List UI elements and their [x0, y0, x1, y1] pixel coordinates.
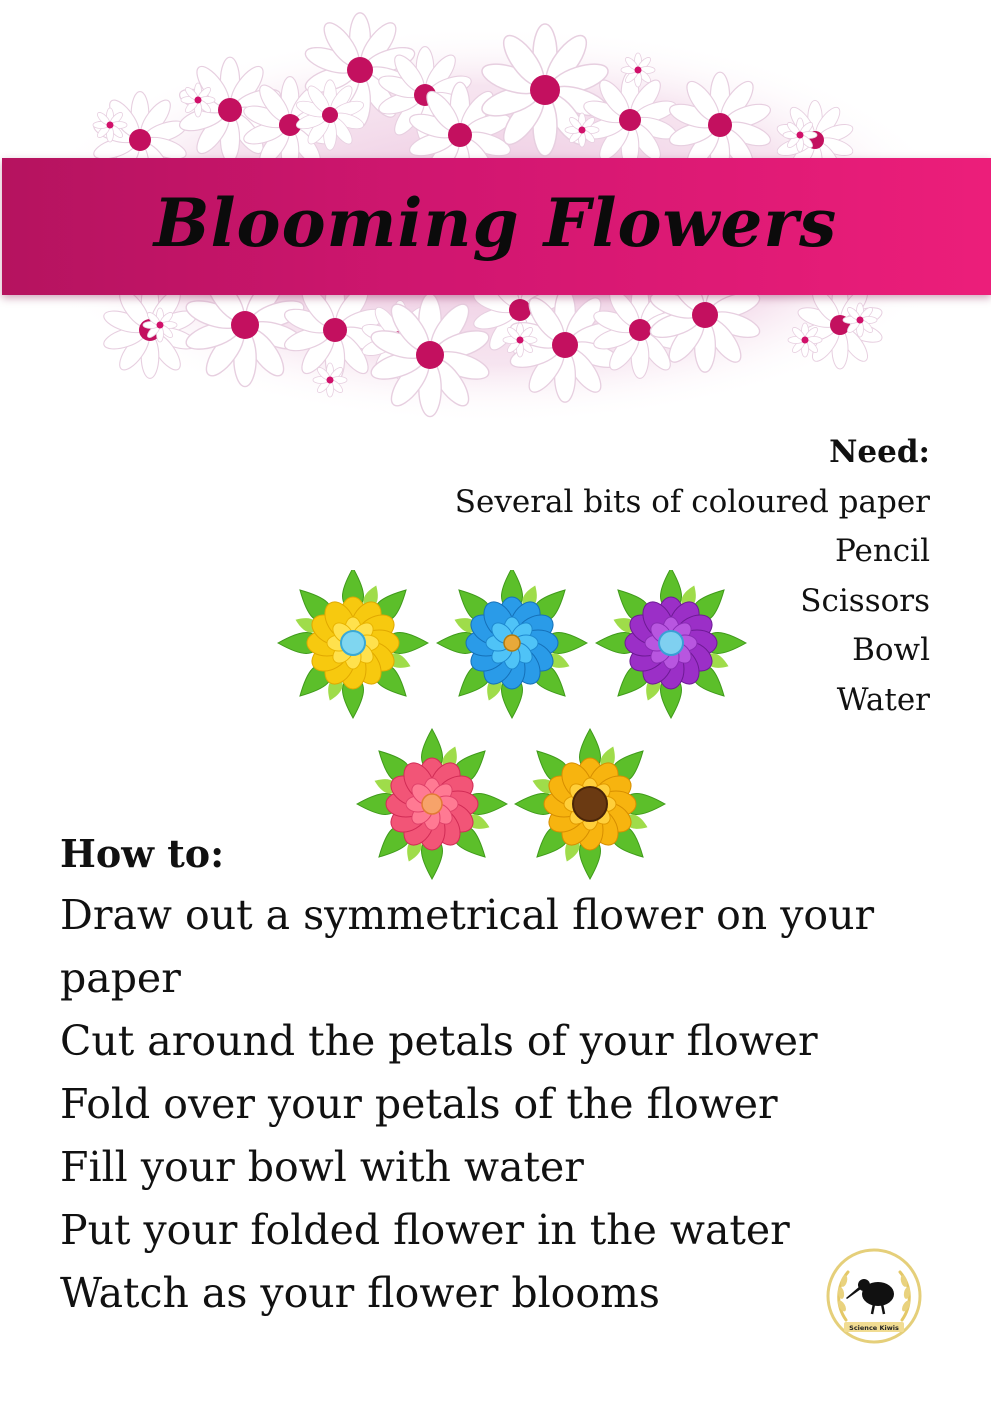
flower-illustrations: [270, 570, 760, 880]
material-item: Pencil: [835, 533, 930, 569]
material-item: Water: [836, 681, 930, 718]
yellow-flower-icon: [278, 570, 428, 718]
sunflower-icon: [515, 729, 665, 879]
instruction-step: Fold over your petals of the flower: [60, 1080, 778, 1128]
instruction-step: Draw out a symmetrical flower on your paper: [60, 891, 875, 1002]
instruction-steps: [60, 884, 920, 1325]
material-item: Scissors: [800, 582, 930, 619]
material-item: Bowl: [852, 632, 930, 668]
material-item: Several bits of coloured paper: [454, 483, 930, 520]
pink-flower-icon: [357, 729, 507, 879]
purple-flower-icon: [596, 570, 746, 718]
instructions-heading: How to:: [60, 831, 225, 876]
instruction-step: Watch as your flower blooms: [60, 1269, 660, 1317]
page-title: Blooming Flowers: [153, 184, 838, 262]
materials-heading: Need:: [829, 434, 930, 470]
instruction-step: Put your folded flower in the water: [60, 1206, 790, 1254]
logo-text: Science Kiwis: [849, 1324, 899, 1332]
science-kiwis-logo: [824, 1246, 924, 1346]
instruction-step: Cut around the petals of your flower: [60, 1017, 818, 1065]
instruction-step: Fill your bowl with water: [60, 1143, 584, 1191]
blue-flower-icon: [437, 570, 587, 718]
